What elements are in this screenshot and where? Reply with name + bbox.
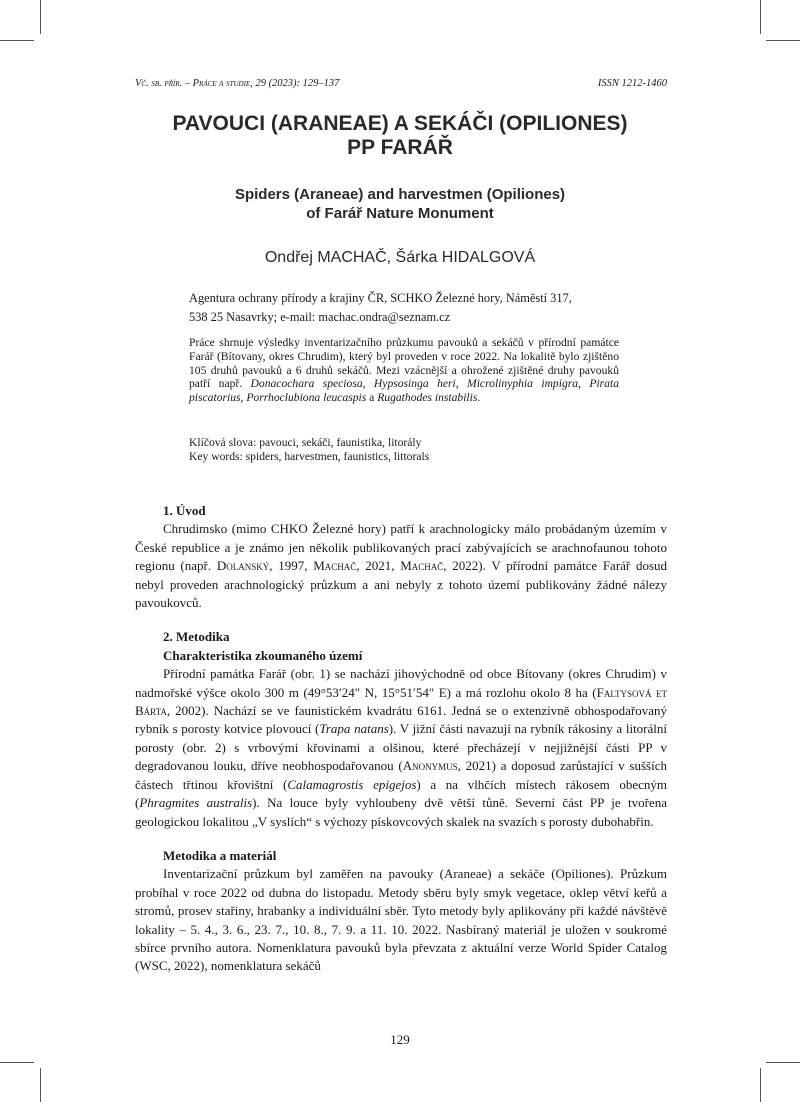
paragraph: Inventarizační průzkum byl zaměřen na pavouky (Araneae) a sekáče (Opiliones). Průzkum probíhal v roce 2022 od dubna do listopadu. Metody sběru byly smyk vegetace, oklep větví keřů a stromů, prosev stařiny, hrabanky a individuální sběr. Tyto metody byly aplikovány při každé návštěvě lokality – 5. 4., 3. 6., 23. 7., 10. 8., 7. 9. a 11. 10. 2022. Nasbíraný materiál je uložen v soukromé sbírce prvního autora. Nomenklatura pavouků byla převzata z aktuální verze World Spider Catalog (WSC, 2022), nomenklatura sekáčů <box>135 866 667 974</box>
species-name: Phragmites australis <box>139 795 253 811</box>
subsection-heading: Charakteristika zkoumaného území <box>163 647 363 663</box>
affiliation: Agentura ochrany přírody a krajiny ČR, SCHKO Železné hory, Náměstí 317, 538 25 Nasavrky; e-mail: machac.ondra@seznam.cz <box>189 291 572 324</box>
journal-citation: Vč. sb. přír. – Práce a studie, 29 (2023): 129–137 <box>135 78 340 89</box>
citation: Machač <box>313 558 357 574</box>
citation: Faltysová et Bárta <box>135 684 667 719</box>
keywords-cz: Klíčová slova: pavouci, sekáči, faunistika, litorály <box>189 436 422 449</box>
section-heading: 2. Metodika <box>163 629 230 645</box>
crop-mark <box>766 1062 800 1063</box>
crop-mark <box>40 0 41 34</box>
authors: Ondřej MACHAČ, Šárka HIDALGOVÁ <box>264 249 536 266</box>
citation: Dolanský <box>216 558 270 574</box>
abstract: Práce shrnuje výsledky inventarizačního průzkumu pavouků a sekáčů v přírodní památce Farář (Bítovany, okres Chrudim), který byl proveden v roce 2022. Na lokalitě bylo zjištěno 105 druhů pavouků a 6 druhů sekáčů. Mezi vzácnější a ohrožené zjištěné druhy pavouků patří např. Donacochara speciosa, Hypsosinga heri, Microlinyphia impigra, Pirata piscatorius, Porrhoclubiona leucaspis a Rugathodes instabilis. <box>189 336 619 405</box>
species-name: Microlinyphia impigra <box>467 377 579 391</box>
crop-mark <box>760 1068 761 1102</box>
paragraph: Přírodní památka Farář (obr. 1) se nachází jihovýchodně od obce Bítovany (okres Chrudim) v nadmořské výšce okolo 300 m (49°53′24″ N, 15°51′54″ E) a má rozlohu okolo 8 ha (Faltysová et Bárta, 2002). Nachází se ve faunistickém kvadrátu 6161. Jedná se o extenzivně obhospodařovaný rybník s porosty kotvice plovoucí (Trapa natans). V jižní části navazují na rybník rákosiny a litorální porosty (obr. 2) s vrbovými křovinami a olšinou, které přecházejí v nejjižnější části PP v degradovanou louku, dříve neobhospodařovanou (Anonymus, 2021) a doposud zarůstající v sušších částech třtinou křovištní (Calamagrostis epigejos) a na vlhčích místech rákosem obecným (Phragmites australis). Na louce byly vyhloubeny dvě větší tůně. Severní část PP je tvořena geologickou lokalitou „V syslích“ s výchozy pískovcových skalek na svazích s porosty dubohabřin. <box>135 666 668 829</box>
body-text <box>135 502 667 976</box>
running-header <box>135 78 667 89</box>
crop-mark <box>0 1062 34 1063</box>
crop-mark <box>0 40 34 41</box>
page-number: 129 <box>390 1032 410 1047</box>
paper-subtitle: Spiders (Araneae) and harvestmen (Opiliones) of Farář Nature Monument <box>234 186 566 222</box>
species-name: Rugathodes instabilis <box>377 391 478 405</box>
species-name: Hypsosinga heri <box>373 377 456 391</box>
species-name: Trapa natans <box>319 721 389 737</box>
keywords-en: Key words: spiders, harvestmen, faunistics, littorals <box>189 449 430 463</box>
paper-title: PAVOUCI (ARANEAE) A SEKÁČI (OPILIONES) PP FARÁŘ <box>172 112 628 159</box>
species-name: Porrhoclubiona leucaspis <box>246 391 367 405</box>
crop-mark <box>40 1068 41 1102</box>
subsection-heading: Metodika a materiál <box>163 847 277 863</box>
section-heading: 1. Úvod <box>163 503 206 518</box>
issn: ISSN 1212-1460 <box>597 78 667 89</box>
crop-mark <box>760 0 761 34</box>
paragraph: Chrudimsko (mimo CHKO Železné hory) patří k arachnologicky málo probádaným územím v České republice a je známo jen několik publikovaných prací zabývajících se arachnofaunou tohoto regionu (např. Dolanský, 1997, Machač, 2021, Machač, 2022). V přírodní památce Farář dosud nebyl proveden arachnologický průzkum a ani nebyly z tohoto území publikovány žádné nálezy pavoukovců. <box>135 521 668 611</box>
keywords <box>189 436 619 464</box>
species-name: Pirata piscatorius <box>189 377 619 405</box>
species-name: Donacochara speciosa <box>250 377 363 391</box>
species-name: Calamagrostis epigejos <box>287 776 417 792</box>
citation: Machač <box>400 558 444 574</box>
crop-mark <box>766 40 800 41</box>
citation: Anonymus <box>402 758 458 774</box>
